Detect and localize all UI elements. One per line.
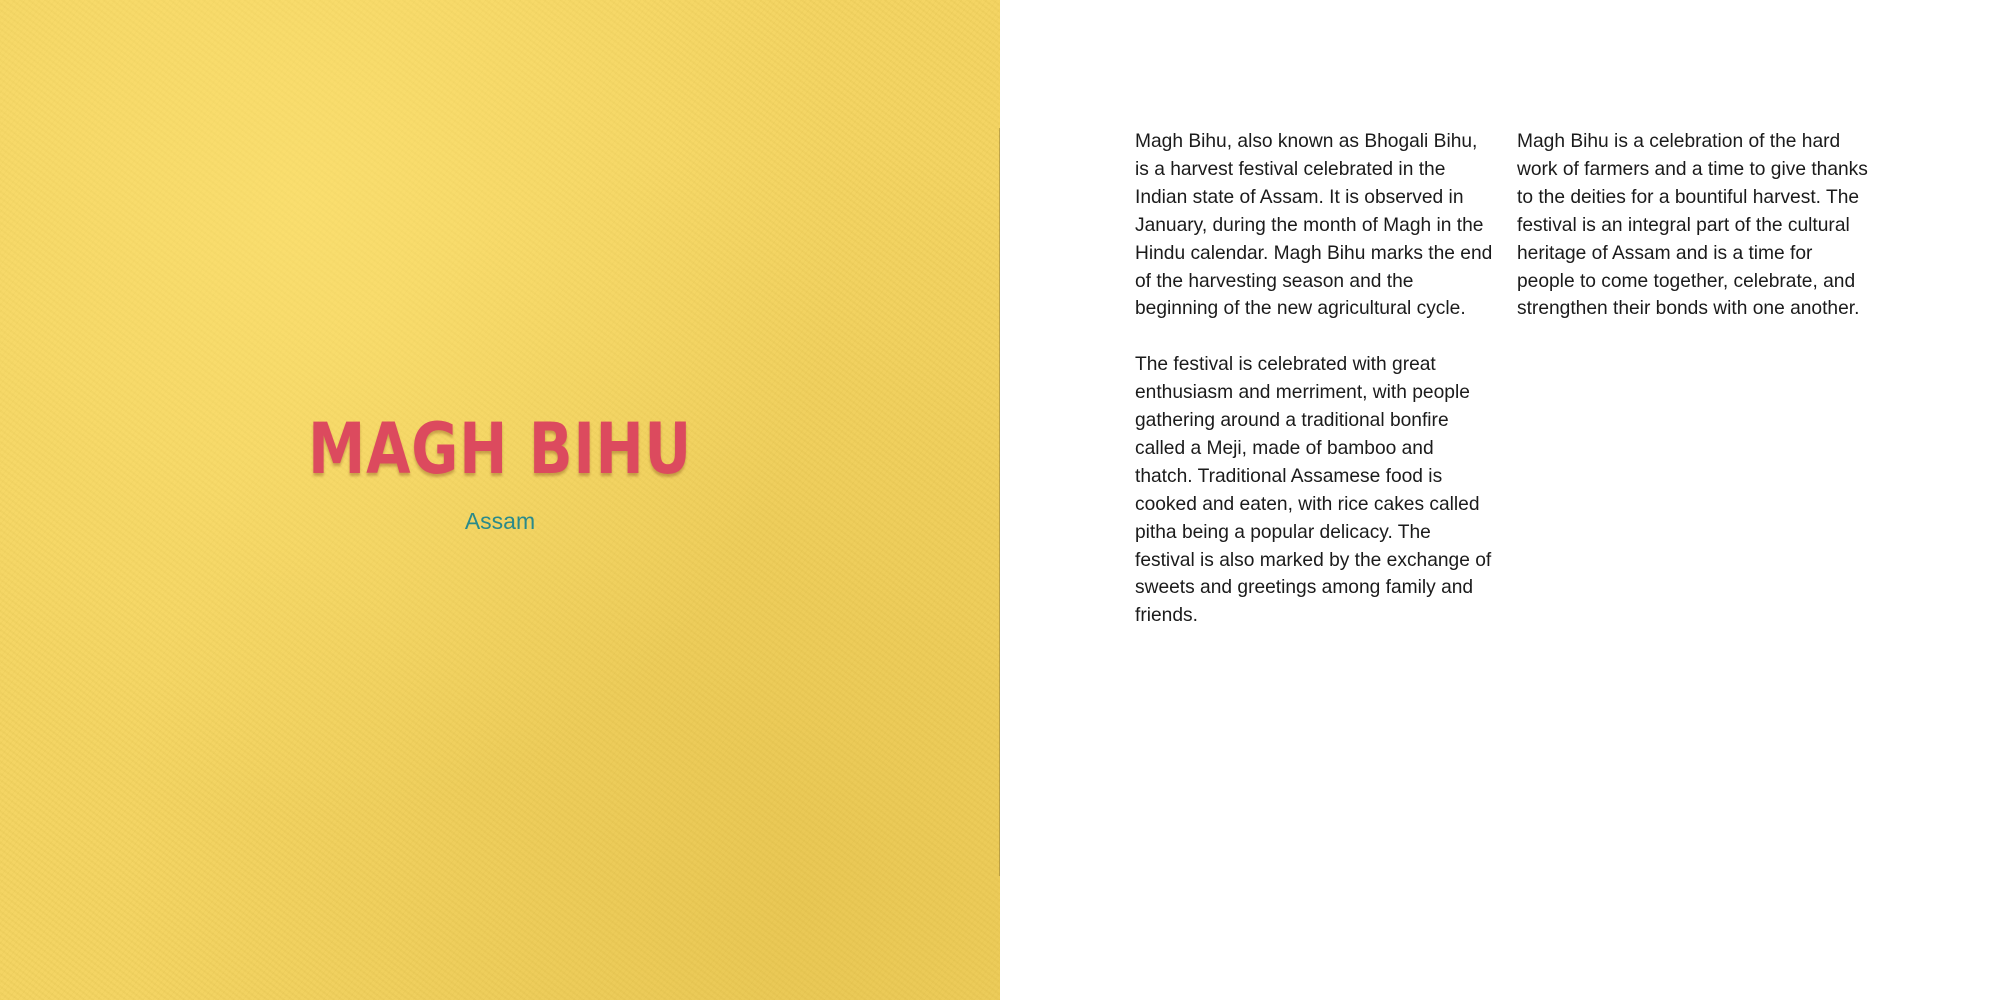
text-columns [1135,128,1895,630]
paragraph: Magh Bihu, also known as Bhogali Bihu, is a harvest festival celebrated in the Indian state of Assam. It is observed in January, during the month of Magh in the Hindu calendar. Magh Bihu marks the end of the harvesting season and the beginning of the new agricultural cycle. [1135,131,1493,320]
festival-title: MAGH BIHU [308,408,692,490]
text-column-1 [1135,128,1493,630]
paragraph: The festival is celebrated with great enthusiasm and merriment, with people gathering around a traditional bonfire called a Meji, made of bamboo and thatch. Traditional Assamese food is cooked and eaten, with rice cakes called pitha being a popular delicacy. The festival is also marked by the exchange of sweets and greetings among family and friends. [1135,354,1492,627]
title-block [0,408,1000,535]
festival-region: Assam [464,508,536,534]
text-column-2 [1517,128,1875,630]
right-page-text [1000,0,2000,1000]
paragraph: Magh Bihu is a celebration of the hard work of farmers and a time to give thanks to the deities for a bountiful harvest. The festival is an integral part of the cultural heritage of Assam and is a time for people to come together, celebrate, and strengthen their bonds with one another. [1517,131,1868,320]
